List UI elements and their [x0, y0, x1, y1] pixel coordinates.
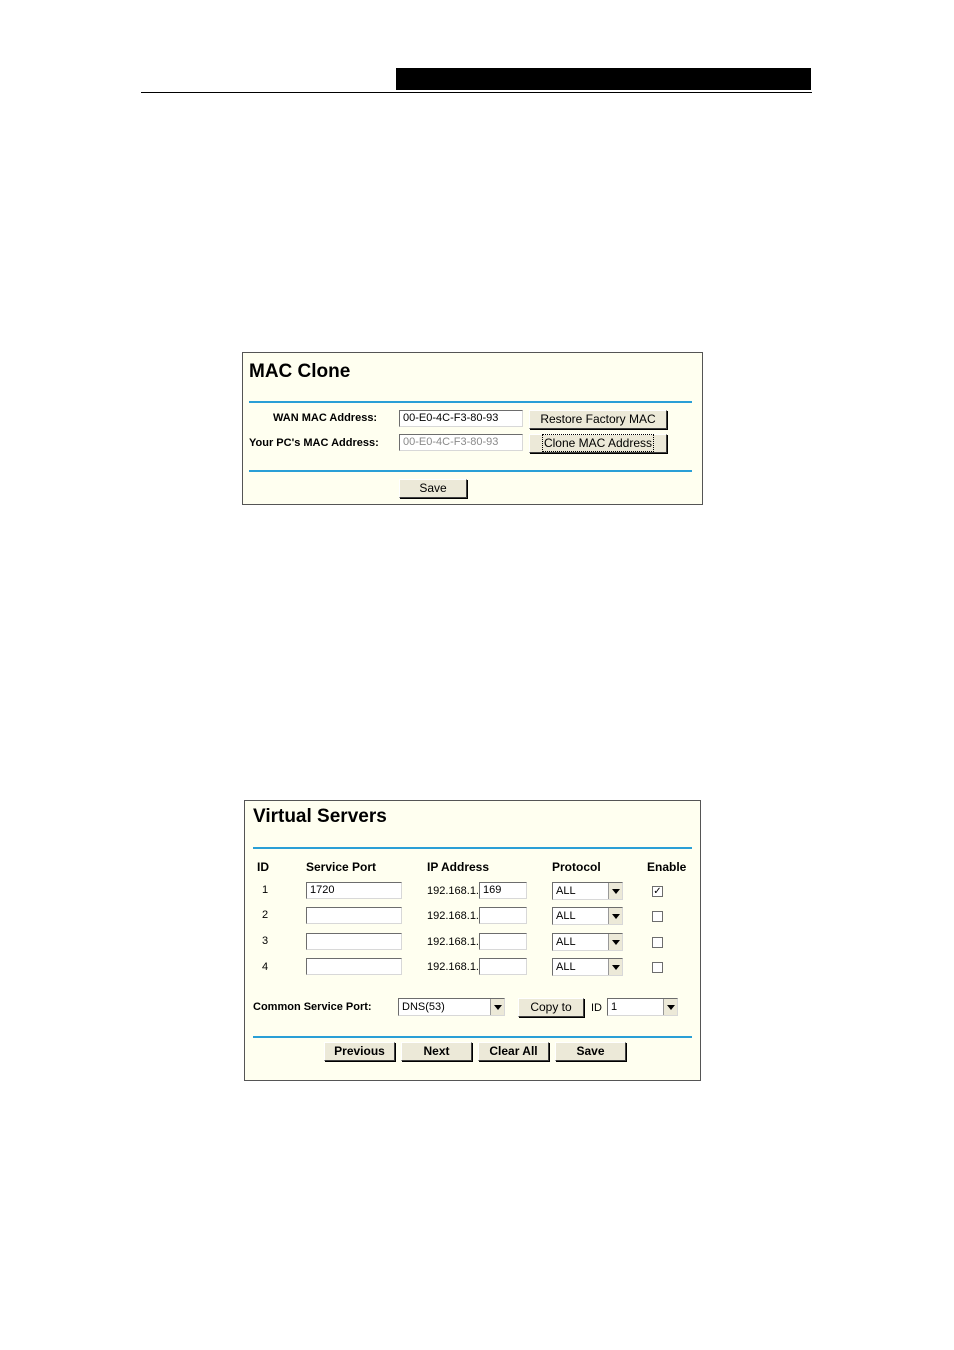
pc-mac-input: 00-E0-4C-F3-80-93 — [399, 434, 523, 451]
previous-button[interactable] — [324, 1042, 395, 1061]
protocol-select[interactable] — [552, 907, 623, 925]
common-service-port-select[interactable] — [398, 998, 505, 1016]
pc-mac-label: Your PC's MAC Address: — [249, 437, 379, 449]
ip-prefix: 192.168.1. — [427, 885, 479, 897]
bottom-divider — [249, 470, 692, 472]
check-icon: ✓ — [653, 886, 662, 897]
chevron-down-icon[interactable] — [663, 999, 677, 1015]
col-header-id: ID — [257, 860, 269, 874]
top-divider — [253, 847, 692, 849]
col-header-enable: Enable — [647, 860, 687, 874]
next-label: Next — [423, 1044, 450, 1058]
enable-checkbox[interactable] — [652, 911, 663, 922]
row-id: 3 — [262, 935, 269, 947]
enable-checkbox[interactable] — [652, 962, 663, 973]
common-service-port-value: DNS(53) — [402, 1001, 445, 1013]
copy-to-label: Copy to — [530, 1000, 572, 1014]
row-id: 2 — [262, 909, 269, 921]
protocol-select[interactable] — [552, 933, 623, 951]
ip-prefix: 192.168.1. — [427, 910, 479, 922]
protocol-select[interactable] — [552, 882, 623, 900]
clear-all-label: Clear All — [489, 1044, 538, 1058]
enable-checkbox[interactable] — [652, 937, 663, 948]
page-title: MAC Clone — [249, 361, 351, 382]
next-button[interactable] — [401, 1042, 472, 1061]
header-bar — [396, 68, 811, 90]
col-header-protocol: Protocol — [552, 860, 601, 874]
protocol-value: ALL — [556, 961, 576, 973]
ip-suffix-input[interactable] — [479, 958, 527, 975]
id-value: 1 — [611, 1001, 618, 1013]
enable-checkbox[interactable] — [652, 886, 663, 897]
previous-label: Previous — [334, 1044, 385, 1058]
ip-suffix-input[interactable]: 169 — [479, 882, 527, 899]
chevron-down-icon[interactable] — [608, 934, 622, 950]
mac-save-label: Save — [419, 481, 447, 495]
wan-mac-label: WAN MAC Address: — [273, 412, 378, 424]
save-label: Save — [576, 1044, 605, 1058]
page-title: Virtual Servers — [253, 806, 387, 827]
virtual-servers-panel — [244, 800, 701, 1081]
service-port-input[interactable] — [306, 933, 402, 950]
bottom-divider — [253, 1036, 692, 1038]
copy-to-button[interactable] — [518, 998, 584, 1017]
chevron-down-icon[interactable] — [608, 908, 622, 924]
clear-all-button[interactable] — [478, 1042, 549, 1061]
restore-factory-mac-label: Restore Factory MAC — [540, 412, 656, 426]
ip-suffix-input[interactable] — [479, 907, 527, 924]
wan-mac-input[interactable]: 00-E0-4C-F3-80-93 — [399, 410, 523, 427]
id-select[interactable] — [607, 998, 678, 1016]
mac-clone-panel — [242, 352, 703, 505]
ip-prefix: 192.168.1. — [427, 961, 479, 973]
row-id: 1 — [262, 884, 269, 896]
top-divider — [249, 401, 692, 403]
clone-mac-address-label: Clone MAC Address — [543, 436, 653, 450]
service-port-input[interactable] — [306, 907, 402, 924]
protocol-value: ALL — [556, 885, 576, 897]
clone-mac-address-button[interactable] — [529, 434, 667, 453]
common-service-port-label: Common Service Port: — [253, 1001, 372, 1013]
header-rule — [141, 92, 812, 93]
mac-save-button[interactable] — [399, 479, 467, 498]
restore-factory-mac-button[interactable] — [529, 410, 667, 429]
protocol-value: ALL — [556, 910, 576, 922]
chevron-down-icon[interactable] — [608, 959, 622, 975]
id-label: ID — [591, 1002, 602, 1014]
col-header-service-port: Service Port — [306, 860, 377, 874]
chevron-down-icon[interactable] — [608, 883, 622, 899]
chevron-down-icon[interactable] — [490, 999, 504, 1015]
service-port-input[interactable]: 1720 — [306, 882, 402, 899]
protocol-select[interactable] — [552, 958, 623, 976]
service-port-input[interactable] — [306, 958, 402, 975]
ip-suffix-input[interactable] — [479, 933, 527, 950]
row-id: 4 — [262, 961, 269, 973]
save-button[interactable] — [555, 1042, 626, 1061]
col-header-ip-address: IP Address — [427, 860, 490, 874]
ip-prefix: 192.168.1. — [427, 936, 479, 948]
protocol-value: ALL — [556, 936, 576, 948]
